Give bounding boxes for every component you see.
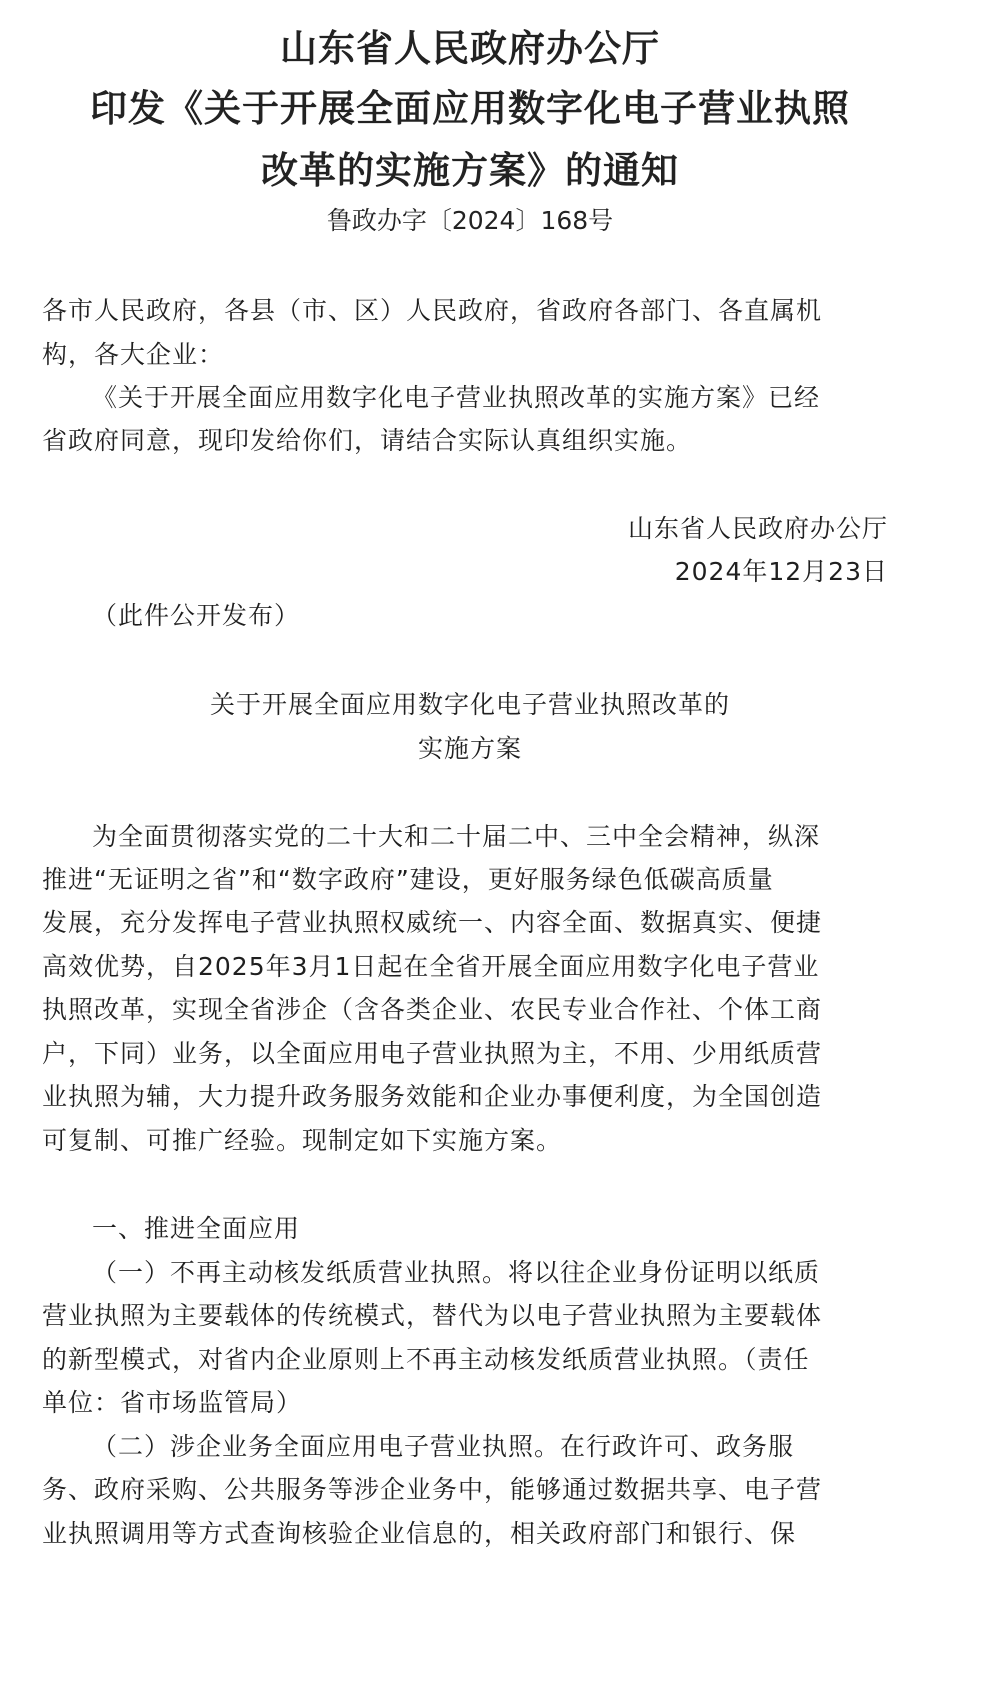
- recipients-line-2: 构，各大企业：: [42, 340, 225, 369]
- issue-date: 2024年12月23日: [674, 557, 888, 586]
- notice-body-line-2: 省政府同意，现印发给你们，请结合实际认真组织实施。: [42, 426, 693, 455]
- title-line-3: 改革的实施方案》的通知: [261, 149, 679, 192]
- issuer: 山东省人民政府办公厅: [627, 514, 888, 543]
- notice-body-line-1: 《关于开展全面应用数字化电子营业执照改革的实施方案》已经: [92, 383, 821, 412]
- item-2-line-1: （二）涉企业务全面应用电子营业执照。在行政许可、政务服: [92, 1432, 795, 1461]
- plan-title-line-2: 实施方案: [417, 734, 522, 763]
- intro-line-4: 高效优势，自2025年3月1日起在全省开展全面应用数字化电子营业: [42, 952, 820, 981]
- title-line-1: 山东省人民政府办公厅: [280, 27, 660, 70]
- section-1-heading: 一、推进全面应用: [92, 1214, 301, 1243]
- intro-line-1: 为全面贯彻落实党的二十大和二十届二中、三中全会精神，纵深: [92, 822, 821, 851]
- item-2-line-3: 业执照调用等方式查询核验企业信息的，相关政府部门和银行、保: [42, 1519, 797, 1548]
- item-1-line-1: （一）不再主动核发纸质营业执照。将以往企业身份证明以纸质: [92, 1258, 821, 1287]
- intro-line-2: 推进“无证明之省”和“数字政府”建设，更好服务绿色低碳高质量: [42, 865, 774, 894]
- intro-line-8: 可复制、可推广经验。现制定如下实施方案。: [42, 1126, 563, 1155]
- recipients-line-1: 各市人民政府，各县（市、区）人民政府，省政府各部门、各直属机: [42, 296, 823, 325]
- document-number: 鲁政办字〔2024〕168号: [326, 206, 614, 235]
- intro-line-7: 业执照为辅，大力提升政务服务效能和企业办事便利度，为全国创造: [42, 1082, 823, 1111]
- intro-line-5: 执照改革，实现全省涉企（含各类企业、农民专业合作社、个体工商: [42, 995, 823, 1024]
- item-1-line-2: 营业执照为主要载体的传统模式，替代为以电子营业执照为主要载体: [42, 1301, 823, 1330]
- publication-note: （此件公开发布）: [92, 601, 301, 630]
- page-margin: [940, 0, 1000, 1687]
- item-1-line-3: 的新型模式，对省内企业原则上不再主动核发纸质营业执照。（责任: [42, 1345, 810, 1374]
- plan-title-line-1: 关于开展全面应用数字化电子营业执照改革的: [209, 690, 730, 719]
- intro-line-6: 户，下同）业务，以全面应用电子营业执照为主，不用、少用纸质营: [42, 1039, 823, 1068]
- title-line-2: 印发《关于开展全面应用数字化电子营业执照: [90, 87, 850, 130]
- intro-line-3: 发展，充分发挥电子营业执照权威统一、内容全面、数据真实、便捷: [42, 908, 823, 937]
- item-2-line-2: 务、政府采购、公共服务等涉企业务中，能够通过数据共享、电子营: [42, 1475, 823, 1504]
- item-1-line-4: 单位：省市场监管局）: [42, 1388, 303, 1417]
